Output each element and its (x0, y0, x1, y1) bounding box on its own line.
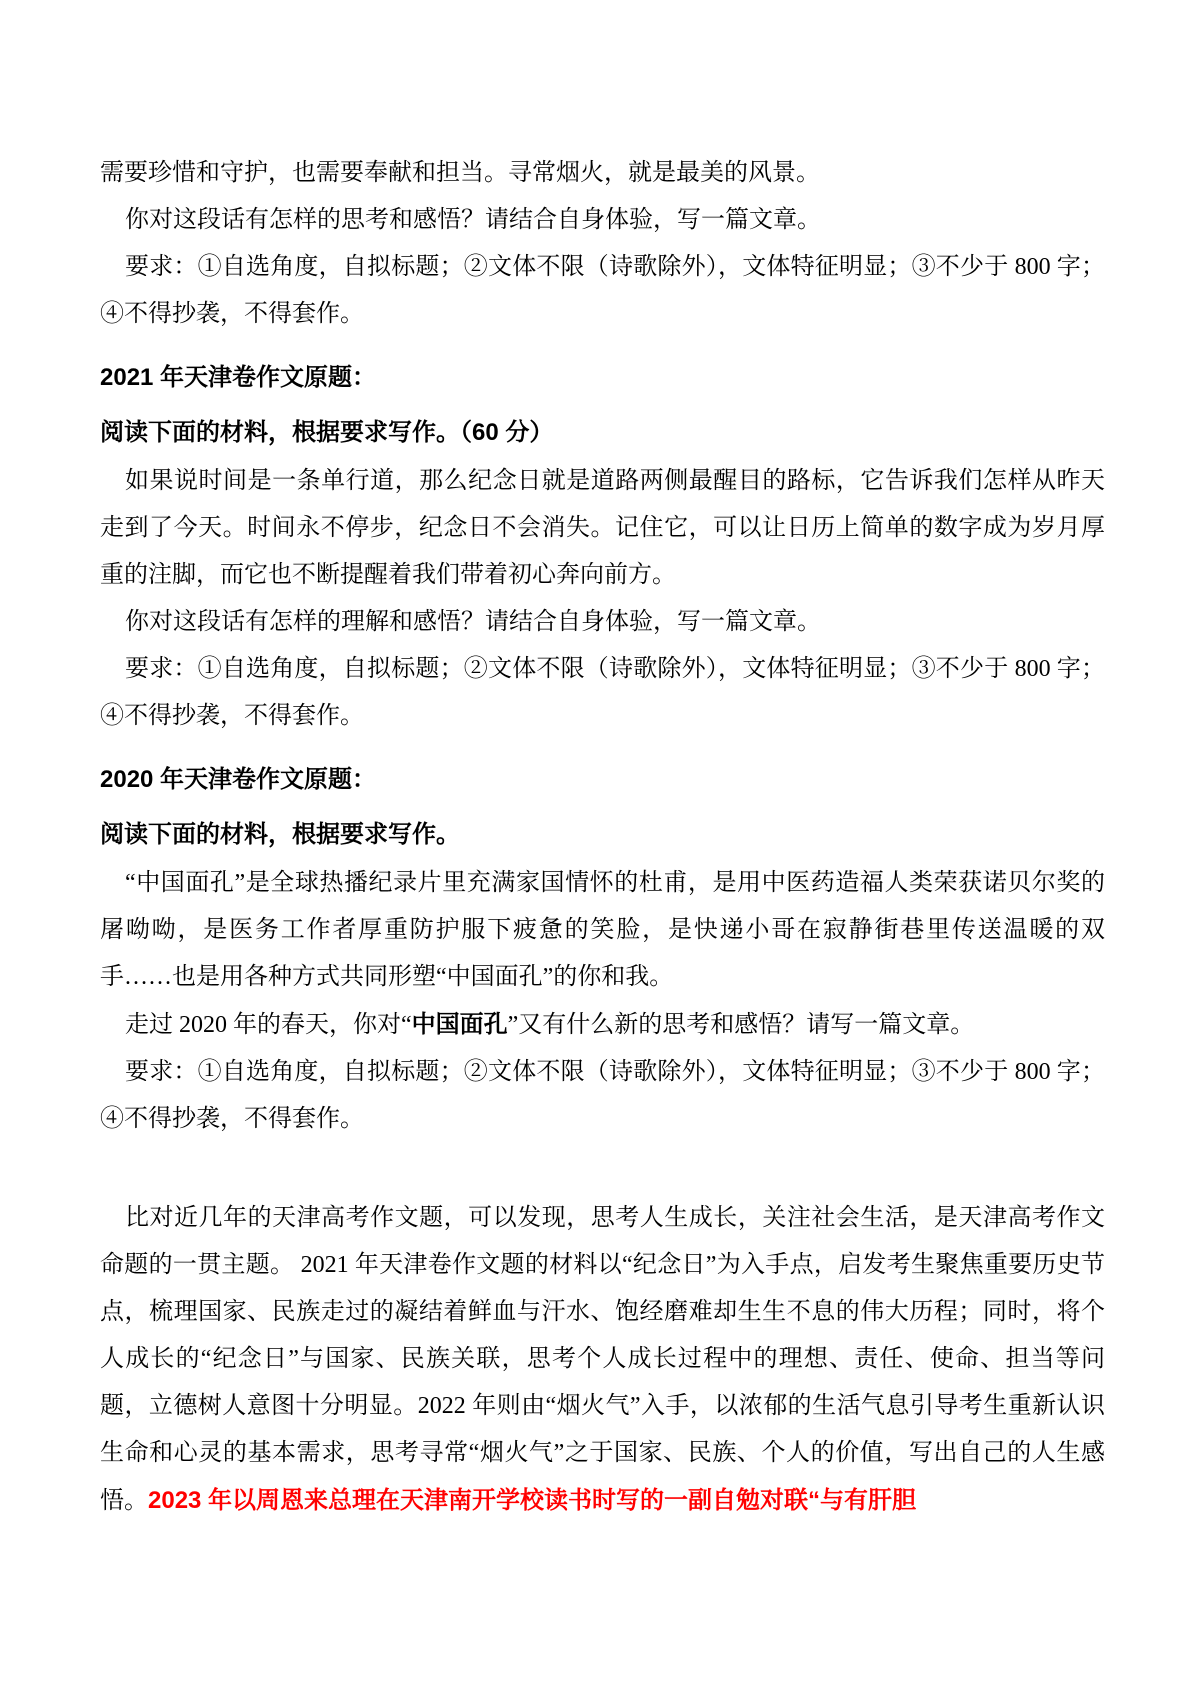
analysis-body-text: 比对近几年的天津高考作文题，可以发现，思考人生成长，关注社会生活，是天津高考作文命题的一贯主题。 2021 年天津卷作文题的材料以“纪念日”为入手点，启发考生聚焦重要历史节点，梳理国家、民族走过的凝结着鲜血与汗水、饱经磨难却生生不息的伟大历程；同时，将个人成长的“纪念日”与国家、民族关联，思考个人成长过程中的理想、责任、使命、担当等问题，立德树人意图十分明显。2022 年则由“烟火气”入手，以浓郁的生活气息引导考生重新认识生命和心灵的基本需求，思考寻常“烟火气”之于国家、民族、个人的价值，写出自己的人生感悟。 (100, 1205, 1105, 1514)
essay-2021-material-paragraph: 如果说时间是一条单行道，那么纪念日就是道路两侧最醒目的路标，它告诉我们怎样从昨天走到了今天。时间永不停步，纪念日不会消失。记住它，可以让日历上简单的数字成为岁月厚重的注脚，而它也不断提醒着我们带着初心奔向前方。 (100, 468, 1105, 588)
essay-2020-material-paragraph: “中国面孔”是全球热播纪录片里充满家国情怀的杜甫，是用中医药造福人类荣获诺贝尔奖的屠呦呦，是医务工作者厚重防护服下疲惫的笑脸，是快递小哥在寂静街巷里传送温暖的双手……也是用各种方式共同形塑“中国面孔”的你和我。 (100, 870, 1105, 990)
essay-2020-prompt-paragraph (100, 1001, 1105, 1049)
essay-2020-subheading: 阅读下面的材料，根据要求写作。 (100, 821, 460, 848)
essay-2020-prompt-pre: 走过 2020 年的春天，你对“ (125, 1012, 412, 1038)
essay-2021-subheading: 阅读下面的材料，根据要求写作。（60 分） (100, 419, 554, 446)
essay-2021-heading: 2021 年天津卷作文原题： (100, 364, 377, 391)
analysis-2023-highlight-text: 2023 年以周恩来总理在天津南开学校读书时写的一副自勉对联“与有肝胆 (148, 1487, 917, 1514)
intro-continuation-text: 需要珍惜和守护，也需要奉献和担当。寻常烟火，就是最美的风景。 (100, 160, 820, 186)
essay-2020-prompt-keyword: 中国面孔 (411, 1011, 508, 1038)
essay-2020-prompt-post: ”又有什么新的思考和感悟？请写一篇文章。 (507, 1012, 975, 1038)
analysis-paragraph (100, 1195, 1105, 1525)
essay-2021-prompt-paragraph: 你对这段话有怎样的理解和感悟？请结合自身体验，写一篇文章。 (125, 609, 821, 635)
essay-2021-requirements-paragraph: 要求：①自选角度，自拟标题；②文体不限（诗歌除外），文体特征明显；③不少于 800 字；④不得抄袭，不得套作。 (100, 656, 1105, 729)
essay-2020-heading: 2020 年天津卷作文原题： (100, 766, 377, 793)
essay-2020-requirements-paragraph: 要求：①自选角度，自拟标题；②文体不限（诗歌除外），文体特征明显；③不少于 800 字；④不得抄袭，不得套作。 (100, 1059, 1105, 1132)
intro-requirements-paragraph: 要求：①自选角度，自拟标题；②文体不限（诗歌除外），文体特征明显；③不少于 800 字；④不得抄袭，不得套作。 (100, 254, 1105, 327)
intro-prompt-paragraph: 你对这段话有怎样的思考和感悟？请结合自身体验，写一篇文章。 (125, 207, 821, 233)
